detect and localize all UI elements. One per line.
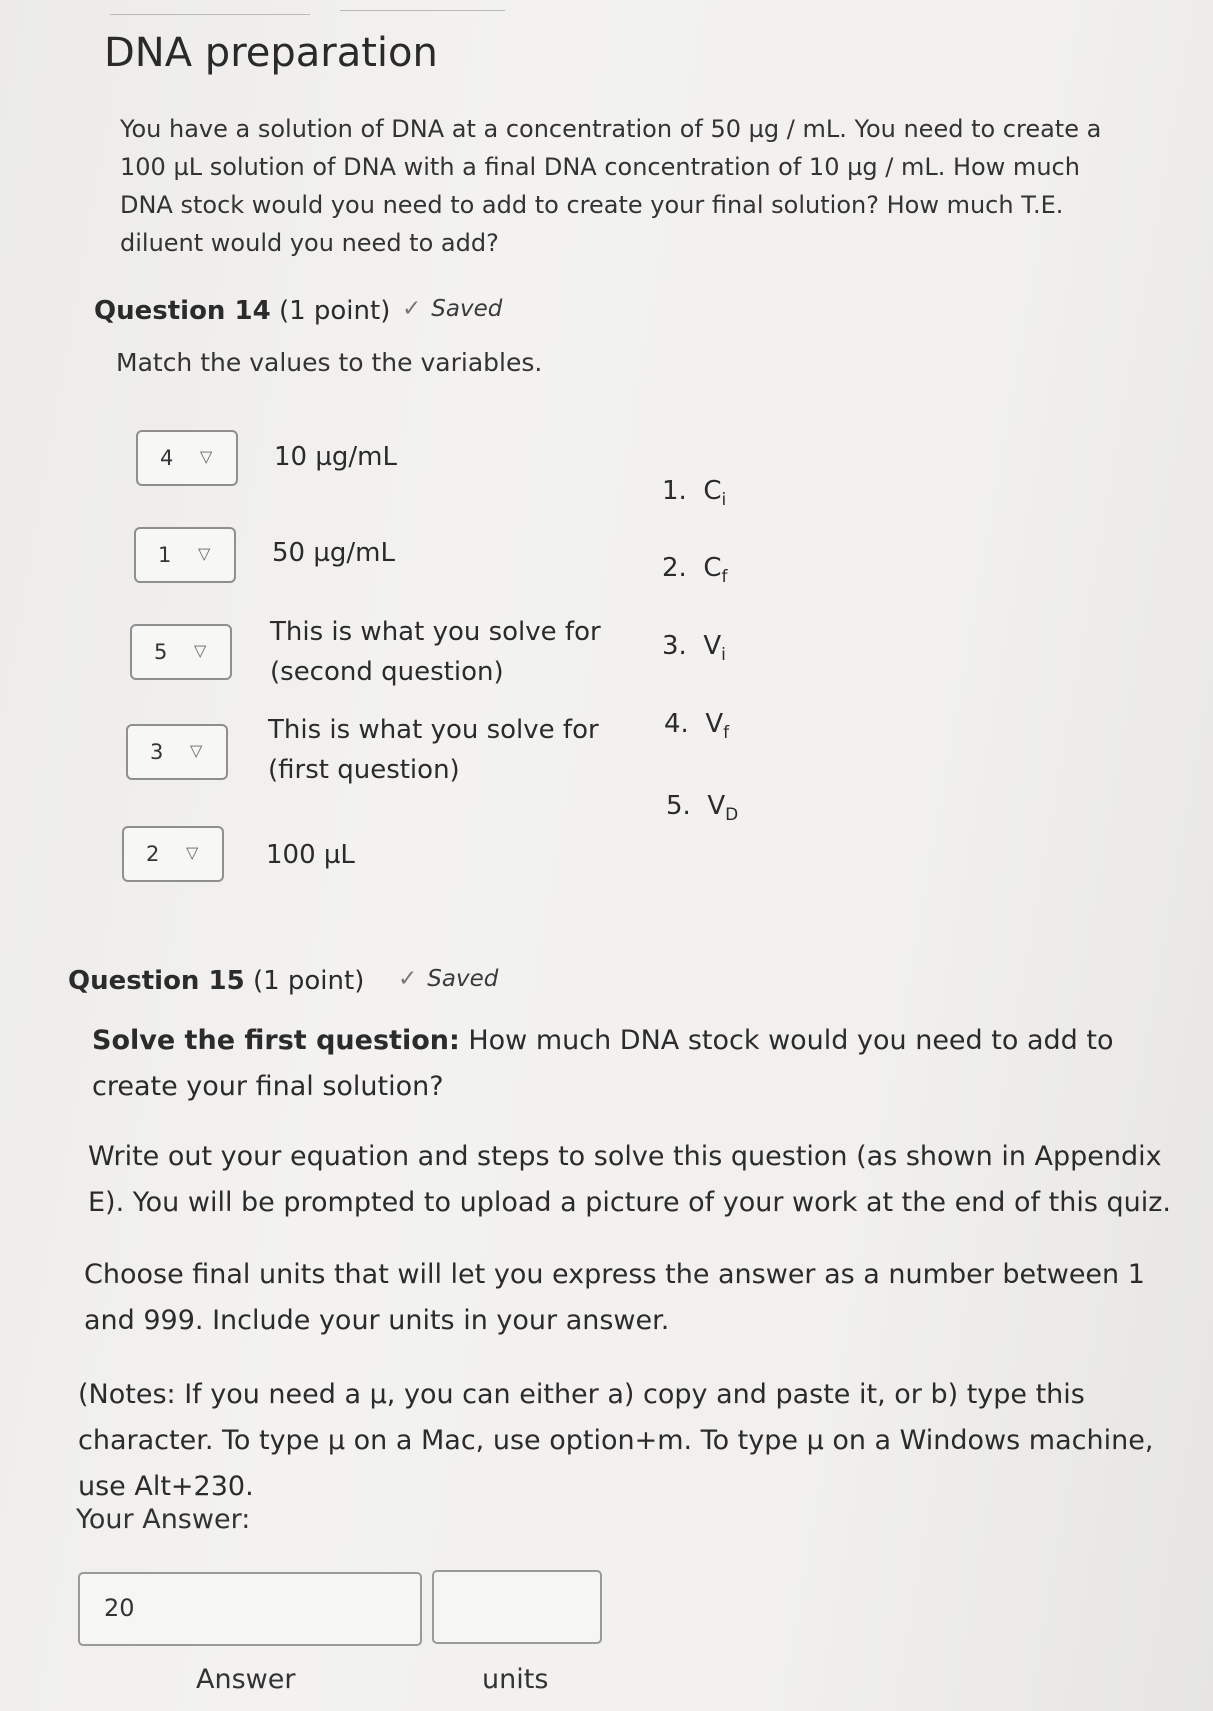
units-input[interactable] [432, 1570, 602, 1644]
question-14-heading [94, 296, 390, 326]
variable-item [666, 791, 738, 825]
variable-subscript: D [725, 805, 739, 826]
match-select-value: 1 [158, 543, 172, 567]
variable-symbol: V [705, 709, 724, 739]
chevron-down-icon: ▽ [190, 741, 203, 760]
variable-number: 5. [666, 791, 691, 821]
match-select-3[interactable] [130, 624, 232, 680]
match-select-value: 5 [154, 640, 168, 664]
intro-text: You have a solution of DNA at a concentration of 50 µg / mL. You need to create a 100 µL solution of DNA with a final DNA concentration of 10 µg / mL. How much DNA stock would you need to add to create your final solution? How much T.E. diluent would you need to add? [120, 115, 1102, 257]
question-14-saved-status [402, 296, 502, 322]
question-15-label: Question 15 [68, 966, 245, 996]
match-option-text: 100 µL [266, 840, 355, 870]
instructions-paragraph-2: Choose final units that will let you express the answer as a number between 1 and 999. Include your units in your answer. [84, 1259, 1145, 1336]
match-option-text: This is what you solve for (second question) [270, 617, 601, 687]
match-select-5[interactable] [122, 826, 224, 882]
saved-label: Saved [431, 296, 503, 322]
match-select-value: 3 [150, 740, 164, 764]
match-option-text: 50 µg/mL [272, 538, 395, 568]
question-15-points: (1 point) [252, 966, 365, 996]
variable-item [662, 631, 726, 665]
variable-symbol: C [703, 553, 722, 583]
match-select-value: 4 [160, 446, 174, 470]
question-14-points: (1 point) [278, 296, 391, 326]
checkmark-icon: ✓ [398, 966, 418, 992]
top-divider-left [110, 14, 310, 15]
variable-number: 3. [662, 631, 687, 661]
chevron-down-icon: ▽ [186, 843, 199, 862]
match-select-2[interactable] [134, 527, 236, 583]
question-15-lead-bold: Solve the first question: [92, 1025, 460, 1056]
match-select-4[interactable] [126, 724, 228, 780]
instructions-paragraph-1: Write out your equation and steps to solve this question (as shown in Appendix E). You will be prompted to upload a picture of your work at the end of this quiz. [88, 1141, 1171, 1218]
variable-subscript: f [723, 723, 730, 744]
variable-number: 4. [664, 709, 689, 739]
question-15-saved-status [398, 966, 498, 992]
variable-symbol: V [707, 791, 726, 821]
variable-subscript: i [721, 490, 727, 511]
variable-subscript: i [721, 645, 726, 666]
saved-label: Saved [427, 966, 499, 992]
variable-symbol: V [703, 631, 722, 661]
checkmark-icon: ✓ [402, 296, 422, 322]
question-14-label: Question 14 [94, 296, 271, 326]
match-option-text: This is what you solve for (first question) [268, 715, 599, 785]
variable-item [662, 553, 728, 587]
question-15-heading [68, 966, 364, 996]
match-option-text: 10 µg/mL [274, 442, 397, 472]
variable-item [664, 709, 729, 743]
page-title: DNA preparation [104, 30, 438, 76]
variable-subscript: f [721, 567, 728, 588]
notes-paragraph: (Notes: If you need a µ, you can either a) copy and paste it, or b) type this character. To type µ on a Mac, use option+m. To type µ on a Windows machine, use Alt+230. [78, 1379, 1154, 1502]
variable-number: 1. [662, 476, 687, 506]
chevron-down-icon: ▽ [198, 544, 211, 563]
chevron-down-icon: ▽ [200, 447, 213, 466]
match-select-1[interactable] [136, 430, 238, 486]
top-divider-right [340, 10, 505, 11]
your-answer-label: Your Answer: [76, 1504, 251, 1535]
match-select-value: 2 [146, 842, 160, 866]
answer-caption: Answer [196, 1664, 296, 1695]
variable-item [662, 476, 726, 510]
question-15-prompt [92, 1018, 1172, 1110]
chevron-down-icon: ▽ [194, 641, 207, 660]
question-14-prompt: Match the values to the variables. [116, 348, 543, 377]
variable-symbol: C [703, 476, 722, 506]
question-15-lead-rest: How much DNA stock would you need to add to create your final solution? [92, 1025, 1114, 1102]
answer-input[interactable]: 20 [78, 1572, 422, 1646]
variable-number: 2. [662, 553, 687, 583]
units-caption: units [482, 1664, 549, 1695]
